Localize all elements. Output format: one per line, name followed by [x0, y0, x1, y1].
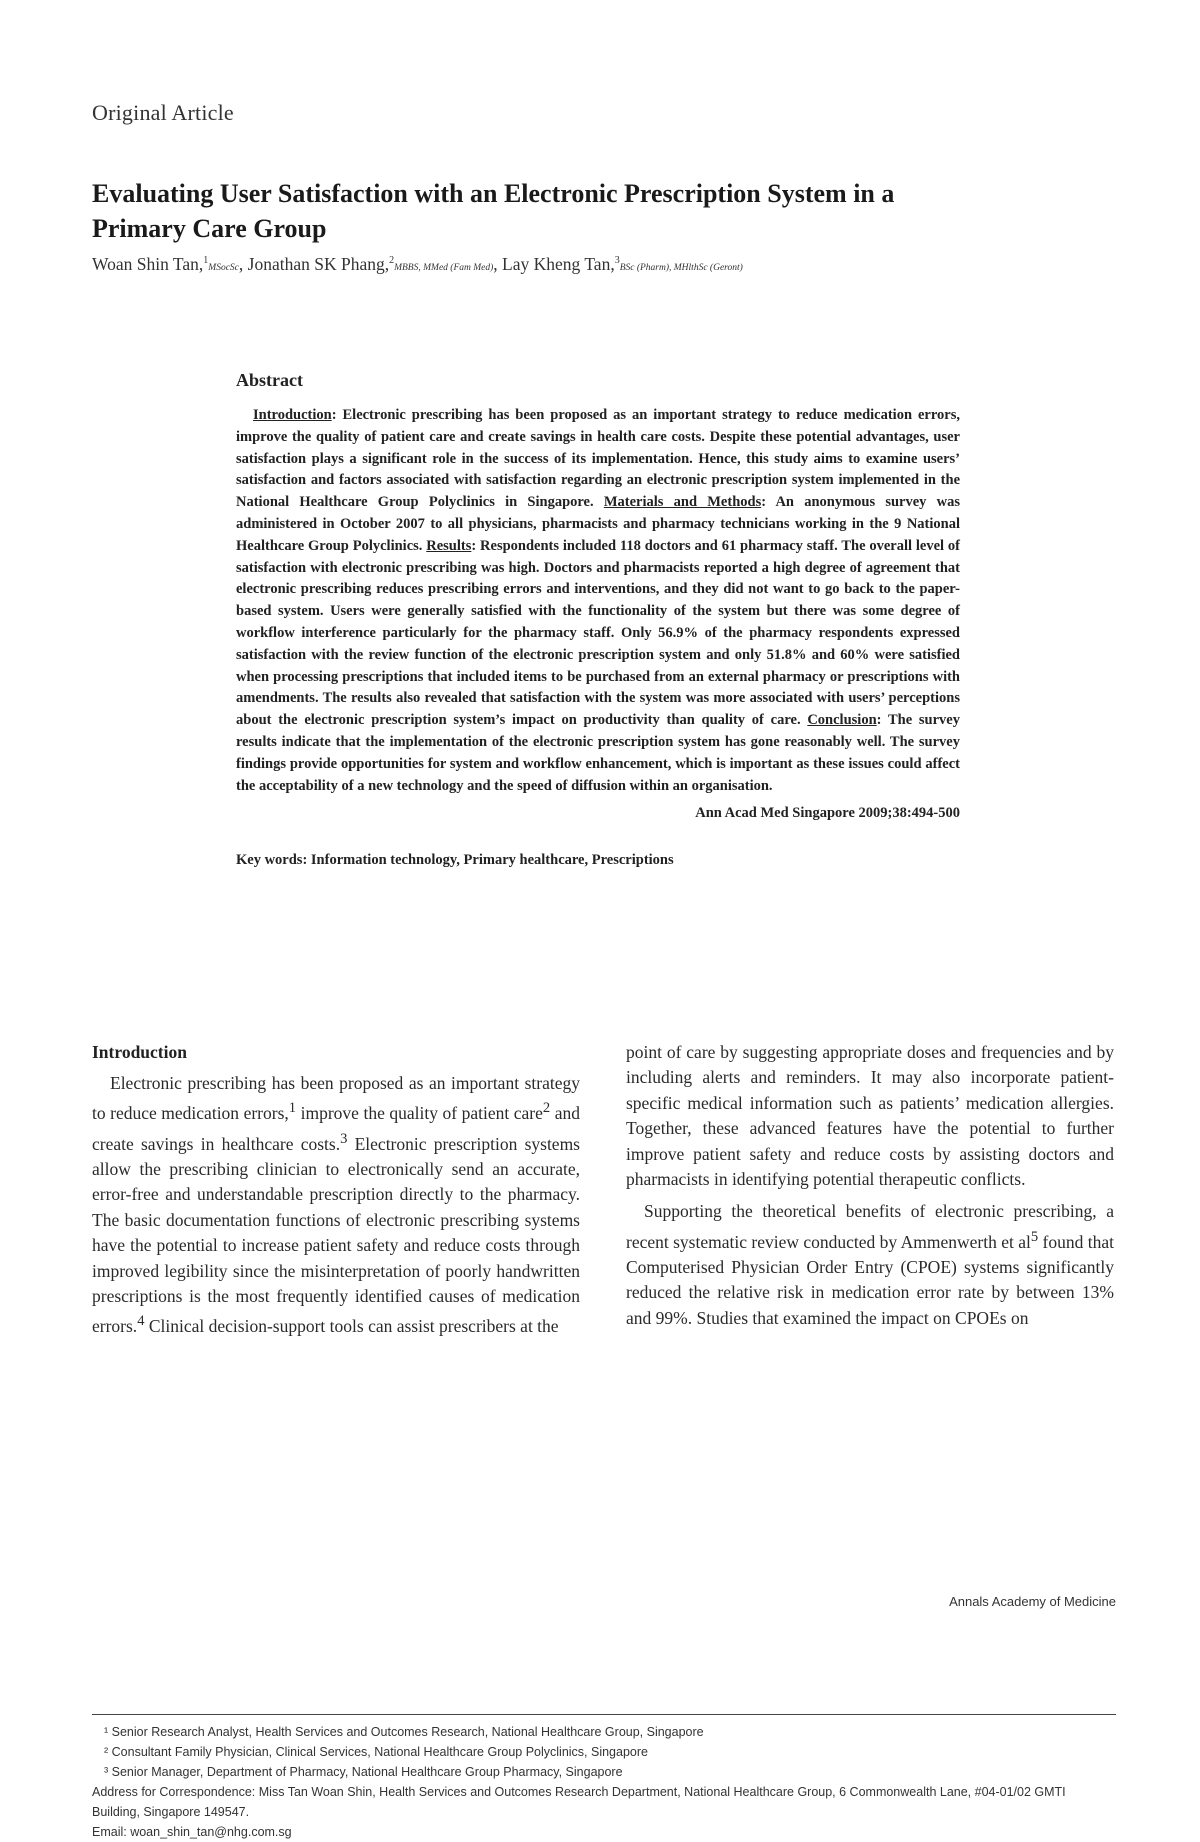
body-paragraph: point of care by suggesting appropriate doses and frequencies and by including alerts and reminders. It may also incorporate patient-specific medical information such as patients’ medication allergies. Together, these advanced features have the potential to further improve patient safety and reduce costs by assisting doctors and pharmacists in identifying potential therapeutic conflicts. — [626, 1042, 1114, 1190]
keywords: Key words: Information technology, Primary healthcare, Prescriptions — [236, 852, 674, 869]
correspondence-email: Email: woan_shin_tan@nhg.com.sg — [92, 1825, 292, 1839]
body-text: found that Computerised Physician Order Entry (CPOE) systems significantly reduced the relative risk in medication error rate by between 13% and 99%. Studies that examined the impact on CPOEs on — [626, 1231, 1114, 1328]
section-label: Original Article — [92, 100, 234, 125]
abstract-methods-text: : An anonymous survey was administered in October 2007 to all physicians, pharmacists and pharmacy technicians working in the 9 National Healthcare Group Polyclinics. — [236, 494, 961, 554]
author-name: Jonathan SK Phang, — [247, 254, 390, 274]
abstract-conclusion-label: Conclusion — [807, 712, 877, 729]
author-degrees: MSocSc — [208, 263, 239, 273]
abstract-intro-text: : Electronic prescribing has been proposed as an important strategy to reduce medication errors, improve the quality of patient care and create savings in health care costs. Despite these potential advantages, user satisfaction plays a significant role in the success of its implementation. Hence, this study aims to examine users’ satisfaction and factors associated with satisfaction regarding an electronic prescription system implemented in the National Healthcare Group Polyclinics in Singapore. — [236, 407, 960, 511]
reference-marker: 5 — [1030, 1228, 1039, 1245]
author-affiliation-marker: 2 — [389, 255, 395, 267]
intro-text: Electronic prescription systems allow the prescribing clinician to electronically send an accurate, error-free and understandable prescription directly to the pharmacy. The basic documentation functions of electronic prescribing systems have the potential to increase patient safety and reduce costs through improved legibility since the misinterpretation of poorly handwritten prescriptions is the most frequently identified causes of medication errors. — [92, 1133, 580, 1337]
author-list: Woan Shin Tan,$^1$MSocSc, Jonathan SK Phang,$^2$MBBS, MMed (Fam Med), Lay Kheng Tan,$^3$BSc (Pharm), MHlthSc (Geront) — [92, 254, 743, 274]
abstract-body — [236, 405, 960, 797]
journal-citation: Ann Acad Med Singapore 2009;38:494-500 — [695, 805, 960, 822]
abstract-results-text: : Respondents included 118 doctors and 61 pharmacy staff. The overall level of satisfaction with electronic prescribing was high. Doctors and pharmacists reported a high degree of agreement that electronic prescribing reduces prescribing errors and interventions, and they did not want to go back to the paper-based system. Users were generally satisfied with the functionality of the system but there was some degree of workflow interference particularly for the pharmacy staff. Only 56.9% of the pharmacy respondents expressed satisfaction with the review function of the electronic prescription system and only 51.8% and 60% were satisfied when processing prescriptions that included items to be purchased from an external pharmacy or prescriptions with amendments. The results also revealed that satisfaction with the system was more associated with users’ perceptions about the electronic prescription system’s impact on productivity than quality of care. — [236, 537, 960, 729]
author-name: Woan Shin Tan, — [92, 254, 204, 274]
footnote-affiliation: ³ Senior Manager, Department of Pharmacy, National Healthcare Group Pharmacy, Singapore — [104, 1765, 623, 1779]
reference-marker: 4 — [137, 1313, 145, 1330]
reference-marker: 1 — [288, 1100, 297, 1117]
introduction-heading: Introduction — [92, 1042, 187, 1062]
intro-paragraph — [92, 1071, 580, 1340]
intro-text: Clinical decision-support tools can assist prescribers at the — [144, 1316, 559, 1337]
footnote-affiliation: ² Consultant Family Physician, Clinical Services, National Healthcare Group Polyclinics, Singapore — [104, 1745, 648, 1759]
abstract-heading: Abstract — [236, 370, 303, 390]
abstract — [236, 370, 960, 869]
article-title: Evaluating User Satisfaction with an Electronic Prescription System in a Primary Care Group — [92, 179, 895, 243]
intro-text: and create savings in healthcare costs. — [92, 1103, 580, 1154]
intro-text: improve the quality of patient care — [296, 1103, 543, 1124]
footnotes — [92, 1722, 1116, 1842]
body-text: Supporting the theoretical benefits of electronic prescribing, a recent systematic review conducted by Ammenwerth et al — [626, 1201, 1114, 1252]
abstract-results-label: Results — [426, 537, 472, 554]
author-name: Lay Kheng Tan, — [502, 254, 615, 274]
journal-footer: Annals Academy of Medicine — [949, 1594, 1116, 1609]
author-affiliation-marker: 3 — [614, 255, 620, 267]
author-degrees: BSc (Pharm), MHlthSc (Geront) — [619, 263, 743, 273]
reference-marker: 3 — [340, 1130, 348, 1147]
author-affiliation-marker: 1 — [203, 255, 209, 267]
abstract-conclusion-text: : The survey results indicate that the implementation of the electronic prescription system has gone reasonably well. The survey findings provide opportunities for system and workflow enhancement, which is important as these issues could affect the acceptability of a new technology and the speed of diffusion within an organisation. — [236, 712, 960, 794]
reference-marker: 2 — [542, 1100, 551, 1117]
intro-text: Electronic prescribing has been proposed as an important strategy to reduce medication errors, — [92, 1073, 580, 1124]
abstract-methods-label: Materials and Methods — [603, 494, 762, 511]
body-column-left — [92, 1040, 580, 1347]
footnote-affiliation: ¹ Senior Research Analyst, Health Services and Outcomes Research, National Healthcare Group, Singapore — [104, 1725, 704, 1739]
body-paragraph — [626, 1199, 1114, 1331]
abstract-intro-label: Introduction — [253, 407, 332, 423]
body-column-right — [626, 1040, 1114, 1338]
correspondence-address: Address for Correspondence: Miss Tan Woan Shin, Health Services and Outcomes Research Department, National Healthcare Group, 6 Commonwealth Lane, #04-01/02 GMTI Building, Singapore 149547. — [92, 1785, 1066, 1819]
author-degrees: MBBS, MMed (Fam Med) — [394, 263, 494, 273]
footnote-divider — [92, 1714, 1116, 1715]
